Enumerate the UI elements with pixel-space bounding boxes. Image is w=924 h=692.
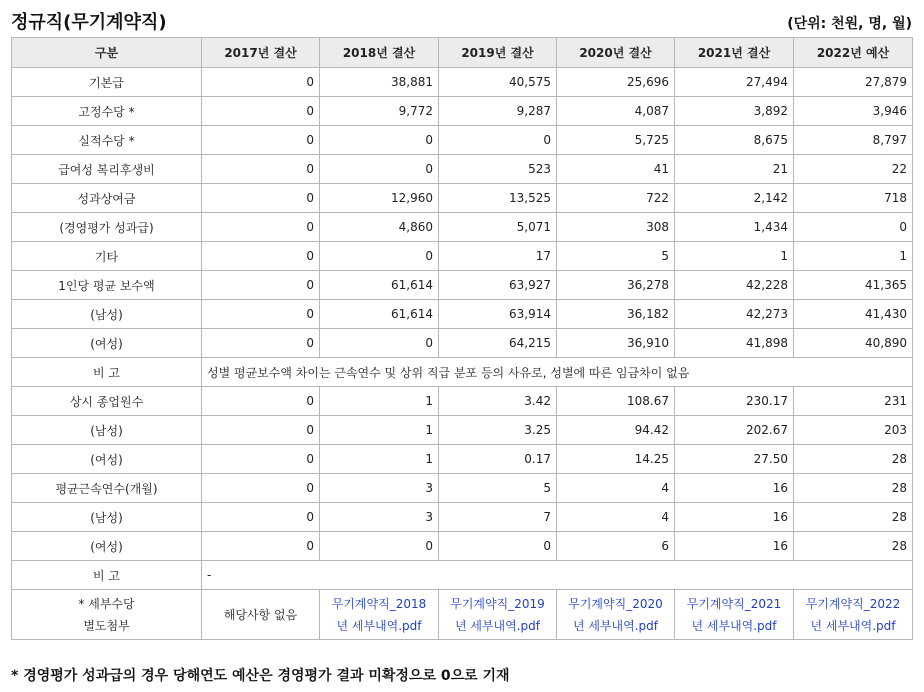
attachment-row [12, 590, 913, 640]
row-label: (남성) [12, 300, 202, 329]
value-cell: 523 [439, 155, 557, 184]
table-row [12, 97, 913, 126]
value-cell: 40,575 [439, 68, 557, 97]
row-label: (여성) [12, 532, 202, 561]
value-cell: 13,525 [439, 184, 557, 213]
remark-row-pay [12, 358, 913, 387]
value-cell: 0 [320, 126, 439, 155]
value-cell: 0 [202, 416, 320, 445]
value-cell: 0 [202, 155, 320, 184]
value-cell: 0 [202, 184, 320, 213]
value-cell: 0 [202, 532, 320, 561]
value-cell: 16 [675, 532, 794, 561]
value-cell: 21 [675, 155, 794, 184]
value-cell: 0 [202, 329, 320, 358]
value-cell: 12,960 [320, 184, 439, 213]
table-row [12, 271, 913, 300]
value-cell: 16 [675, 474, 794, 503]
value-cell: 16 [675, 503, 794, 532]
header-2018: 2018년 결산 [320, 38, 439, 68]
value-cell: 1 [794, 242, 913, 271]
value-cell: 2,142 [675, 184, 794, 213]
link-line1: 무기계약직_2018 [331, 596, 427, 611]
value-cell: 108.67 [557, 387, 675, 416]
row-label: (여성) [12, 329, 202, 358]
unit-note: (단위: 천원, 명, 월) [787, 16, 912, 32]
table-row [12, 213, 913, 242]
value-cell: 28 [794, 445, 913, 474]
row-label: 급여성 복리후생비 [12, 155, 202, 184]
table-row [12, 68, 913, 97]
value-cell: 63,914 [439, 300, 557, 329]
value-cell: 41 [557, 155, 675, 184]
value-cell: 0 [320, 532, 439, 561]
attachment-link-2018[interactable] [325, 593, 433, 637]
header-category: 구분 [12, 38, 202, 68]
value-cell: 4,087 [557, 97, 675, 126]
value-cell: 63,927 [439, 271, 557, 300]
value-cell: 0 [202, 68, 320, 97]
value-cell: 0 [202, 387, 320, 416]
value-cell: 0 [202, 126, 320, 155]
value-cell: 4 [557, 503, 675, 532]
value-cell: 718 [794, 184, 913, 213]
row-label: (남성) [12, 416, 202, 445]
row-label: (여성) [12, 445, 202, 474]
value-cell: 42,228 [675, 271, 794, 300]
value-cell: 9,287 [439, 97, 557, 126]
pay-rows [12, 68, 913, 358]
header-2021: 2021년 결산 [675, 38, 794, 68]
value-cell: 3.25 [439, 416, 557, 445]
table-row [12, 329, 913, 358]
value-cell: 0 [202, 300, 320, 329]
value-cell: 9,772 [320, 97, 439, 126]
table-row [12, 387, 913, 416]
header-2022: 2022년 예산 [794, 38, 913, 68]
value-cell: 1 [320, 445, 439, 474]
value-cell: 1 [675, 242, 794, 271]
row-label: 1인당 평균 보수액 [12, 271, 202, 300]
value-cell: 0 [202, 213, 320, 242]
value-cell: 28 [794, 532, 913, 561]
row-label: 실적수당 * [12, 126, 202, 155]
value-cell: 5 [439, 474, 557, 503]
value-cell: 0 [320, 155, 439, 184]
value-cell: 203 [794, 416, 913, 445]
value-cell: 4,860 [320, 213, 439, 242]
value-cell: 7 [439, 503, 557, 532]
value-cell: 41,898 [675, 329, 794, 358]
value-cell: 231 [794, 387, 913, 416]
link-line1: 무기계약직_2022 [805, 596, 901, 611]
value-cell: 42,273 [675, 300, 794, 329]
value-cell: 14.25 [557, 445, 675, 474]
value-cell: 230.17 [675, 387, 794, 416]
table-row [12, 126, 913, 155]
value-cell: 27,879 [794, 68, 913, 97]
value-cell: 36,182 [557, 300, 675, 329]
link-line2: 년 세부내역.pdf [454, 618, 541, 633]
remark-row-staff [12, 561, 913, 590]
value-cell: 61,614 [320, 300, 439, 329]
value-cell: 3,892 [675, 97, 794, 126]
value-cell: 6 [557, 532, 675, 561]
value-cell: 27,494 [675, 68, 794, 97]
header-2017: 2017년 결산 [202, 38, 320, 68]
value-cell: 722 [557, 184, 675, 213]
compensation-table [11, 37, 913, 640]
attachment-label [12, 590, 202, 640]
value-cell: 0 [202, 503, 320, 532]
attachment-label-line2: 별도첨부 [83, 618, 130, 633]
attachment-link-2020[interactable] [562, 593, 669, 637]
value-cell: 5,071 [439, 213, 557, 242]
row-label: 고정수당 * [12, 97, 202, 126]
table-row [12, 300, 913, 329]
attachment-none: 해당사항 없음 [202, 590, 320, 640]
link-line2: 년 세부내역.pdf [336, 618, 422, 633]
table-row [12, 242, 913, 271]
row-label: 기타 [12, 242, 202, 271]
attachment-cell-2018 [320, 590, 439, 640]
attachment-link-2019[interactable] [444, 593, 551, 637]
value-cell: 0 [202, 271, 320, 300]
value-cell: 61,614 [320, 271, 439, 300]
row-label: 기본급 [12, 68, 202, 97]
table-row [12, 416, 913, 445]
page-title: 정규직(무기계약직) [11, 12, 167, 33]
attachment-cell-2022 [794, 590, 913, 640]
attachment-cell-2021 [675, 590, 794, 640]
value-cell: 1,434 [675, 213, 794, 242]
header-2020: 2020년 결산 [557, 38, 675, 68]
attachment-cell-2020 [557, 590, 675, 640]
attachment-link-2021[interactable] [680, 593, 788, 637]
row-label: 평균근속연수(개월) [12, 474, 202, 503]
value-cell: 64,215 [439, 329, 557, 358]
table-row [12, 445, 913, 474]
attachment-link-2022[interactable] [799, 593, 907, 637]
table-row [12, 503, 913, 532]
value-cell: 0 [794, 213, 913, 242]
value-cell: 36,278 [557, 271, 675, 300]
value-cell: 28 [794, 474, 913, 503]
value-cell: 3 [320, 503, 439, 532]
remark-label: 비 고 [12, 358, 202, 387]
table-row [12, 532, 913, 561]
link-line1: 무기계약직_2020 [568, 596, 663, 611]
row-label: (남성) [12, 503, 202, 532]
value-cell: 25,696 [557, 68, 675, 97]
value-cell: 0.17 [439, 445, 557, 474]
remark-text: - [202, 561, 913, 590]
staff-rows [12, 387, 913, 561]
row-label: 성과상여금 [12, 184, 202, 213]
table-row [12, 474, 913, 503]
link-line2: 년 세부내역.pdf [691, 618, 777, 633]
value-cell: 22 [794, 155, 913, 184]
value-cell: 1 [320, 387, 439, 416]
remark-text: 성별 평균보수액 차이는 근속연수 및 상위 직급 분포 등의 사유로, 성별에 따른 임금차이 없음 [202, 358, 913, 387]
value-cell: 0 [439, 126, 557, 155]
value-cell: 1 [320, 416, 439, 445]
value-cell: 0 [202, 242, 320, 271]
remark-label: 비 고 [12, 561, 202, 590]
value-cell: 202.67 [675, 416, 794, 445]
value-cell: 3 [320, 474, 439, 503]
value-cell: 8,797 [794, 126, 913, 155]
attachment-label-line1: * 세부수당 [78, 596, 135, 611]
value-cell: 0 [320, 329, 439, 358]
value-cell: 3.42 [439, 387, 557, 416]
value-cell: 38,881 [320, 68, 439, 97]
footnote: * 경영평가 성과급의 경우 당해연도 예산은 경영평가 결과 미확정으로 0으로 기재 [11, 668, 510, 684]
value-cell: 0 [320, 242, 439, 271]
value-cell: 3,946 [794, 97, 913, 126]
table-row [12, 155, 913, 184]
table-row [12, 184, 913, 213]
value-cell: 0 [202, 97, 320, 126]
value-cell: 0 [202, 445, 320, 474]
value-cell: 40,890 [794, 329, 913, 358]
link-line2: 년 세부내역.pdf [810, 618, 896, 633]
value-cell: 41,430 [794, 300, 913, 329]
link-line1: 무기계약직_2019 [450, 596, 545, 611]
value-cell: 41,365 [794, 271, 913, 300]
value-cell: 0 [202, 474, 320, 503]
value-cell: 5 [557, 242, 675, 271]
attachment-cell-2019 [439, 590, 557, 640]
row-label: (경영평가 성과급) [12, 213, 202, 242]
value-cell: 5,725 [557, 126, 675, 155]
header-row [12, 38, 913, 68]
link-line1: 무기계약직_2021 [686, 596, 782, 611]
value-cell: 4 [557, 474, 675, 503]
value-cell: 94.42 [557, 416, 675, 445]
value-cell: 28 [794, 503, 913, 532]
value-cell: 36,910 [557, 329, 675, 358]
value-cell: 17 [439, 242, 557, 271]
link-line2: 년 세부내역.pdf [572, 618, 659, 633]
value-cell: 8,675 [675, 126, 794, 155]
row-label: 상시 종업원수 [12, 387, 202, 416]
value-cell: 308 [557, 213, 675, 242]
value-cell: 0 [439, 532, 557, 561]
header-2019: 2019년 결산 [439, 38, 557, 68]
value-cell: 27.50 [675, 445, 794, 474]
